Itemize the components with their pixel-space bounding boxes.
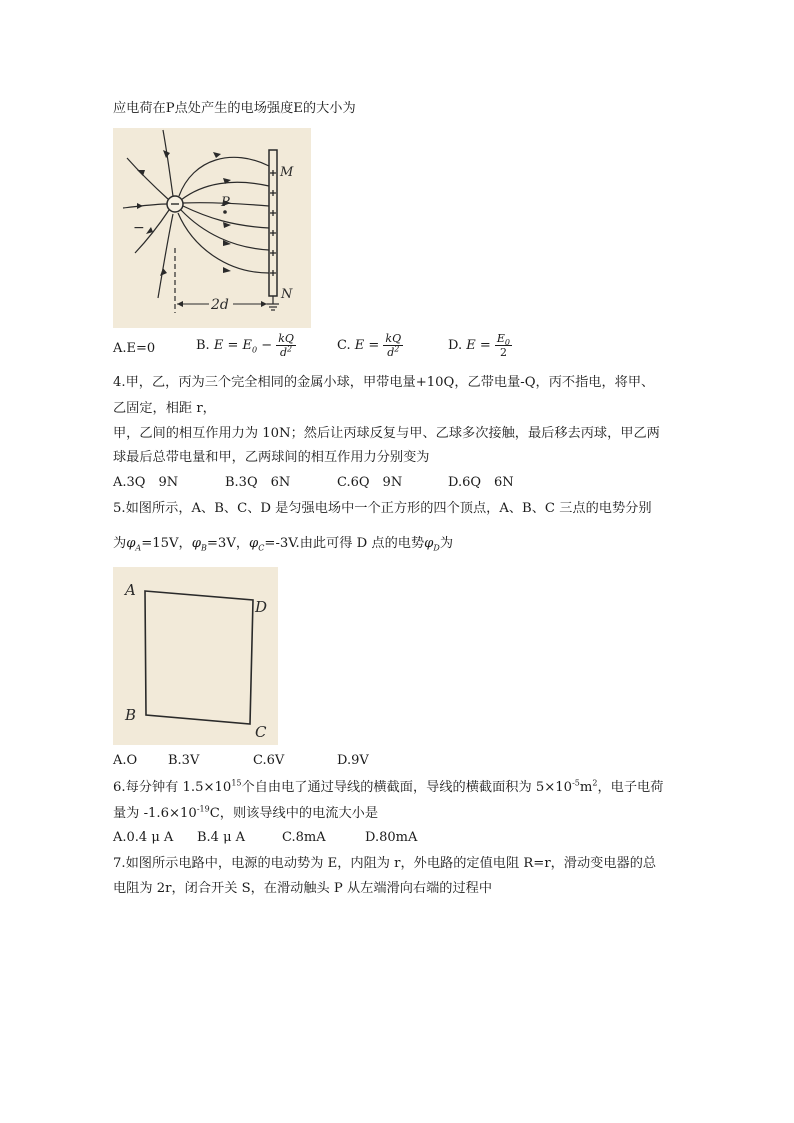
figure-square xyxy=(113,567,278,745)
q6-option-d[interactable]: D.80mA xyxy=(365,830,418,845)
q6-option-b[interactable]: B.4 μ A xyxy=(197,830,246,845)
q4-line-1: 4.甲，乙，丙为三个完全相同的金属小球，甲带电量+10Q，乙带电量-Q，丙不指电，将甲、 xyxy=(113,375,655,390)
q3-option-b[interactable]: B. $E = E_0$ − $\frac{kQ}{d^2}$ xyxy=(196,332,294,359)
q5-line-1: 5.如图所示，A、B、C、D 是匀强电场中一个正方形的四个顶点，A、B、C 三点的电势分别 xyxy=(113,501,652,516)
label-b: B xyxy=(125,706,137,724)
label-m: M xyxy=(280,165,294,180)
q5-line-2: 为$\varphi_A=15V$，$\varphi_B=3V$，$\varphi_C=-3V$.由此可得 D 点的电势$\varphi_D$为 xyxy=(113,536,453,553)
label-2d: 2d xyxy=(211,297,229,313)
q4-option-a[interactable]: A.3Q 9N xyxy=(113,475,179,490)
label-n: N xyxy=(281,287,293,302)
q6-option-c[interactable]: C.8mA xyxy=(282,830,326,845)
label-c: C xyxy=(255,723,267,741)
q5-option-b[interactable]: B.3V xyxy=(168,753,200,768)
label-a: A xyxy=(125,581,136,599)
q3-option-c[interactable]: C. E = $\frac{kQ}{d^2}$ xyxy=(337,332,402,359)
intro-text: 应电荷在P点处产生的电场强度E的大小为 xyxy=(113,101,356,116)
label-neg-left: − xyxy=(133,220,145,236)
q5-option-d[interactable]: D.9V xyxy=(337,753,369,768)
q6-line-1: 6.每分钟有 $1.5\times 10^{15}$个自由电了通过导线的横截面，导线的横截面积为 $5\times 10^{-5}m^2$，电子电荷 xyxy=(113,778,664,795)
q7-line-1: 7.如图所示电路中，电源的电动势为 E，内阻为 r，外电路的定值电阻 R=r，滑动变电器的总 xyxy=(113,856,657,871)
q3-option-a[interactable]: A.E=0 xyxy=(113,341,156,356)
q6-option-a[interactable]: A.0.4 μ A xyxy=(113,830,174,845)
q6-line-2: 量为 $-1.6\times 10^{-19}C$，则该导线中的电流大小是 xyxy=(113,804,379,821)
q3-option-d[interactable]: D. E = $\frac{E_0}{2}$ xyxy=(448,332,511,359)
q4-line-2: 乙固定，相距 r， xyxy=(113,401,216,416)
q4-option-b[interactable]: B.3Q 6N xyxy=(225,475,291,490)
q4-line-4: 球最后总带电量和甲，乙两球间的相互作用力分别变为 xyxy=(113,450,430,465)
q4-option-c[interactable]: C.6Q 9N xyxy=(337,475,403,490)
q7-line-2: 电阻为 2r，闭合开关 S，在滑动触头 P 从左端滑向右端的过程中 xyxy=(113,881,493,896)
label-d: D xyxy=(255,598,268,616)
point-p xyxy=(223,210,227,214)
q4-line-3: 甲，乙间的相互作用力为 10N；然后让丙球反复与甲、乙球多次接触，最后移去丙球，甲乙两 xyxy=(113,426,660,441)
figure-field-lines xyxy=(113,128,311,328)
label-p: P xyxy=(221,195,230,210)
figure-paper-bg xyxy=(113,567,278,745)
q5-option-c[interactable]: C.6V xyxy=(253,753,285,768)
q5-option-a[interactable]: A.O xyxy=(113,753,138,768)
q4-option-d[interactable]: D.6Q 6N xyxy=(448,475,514,490)
